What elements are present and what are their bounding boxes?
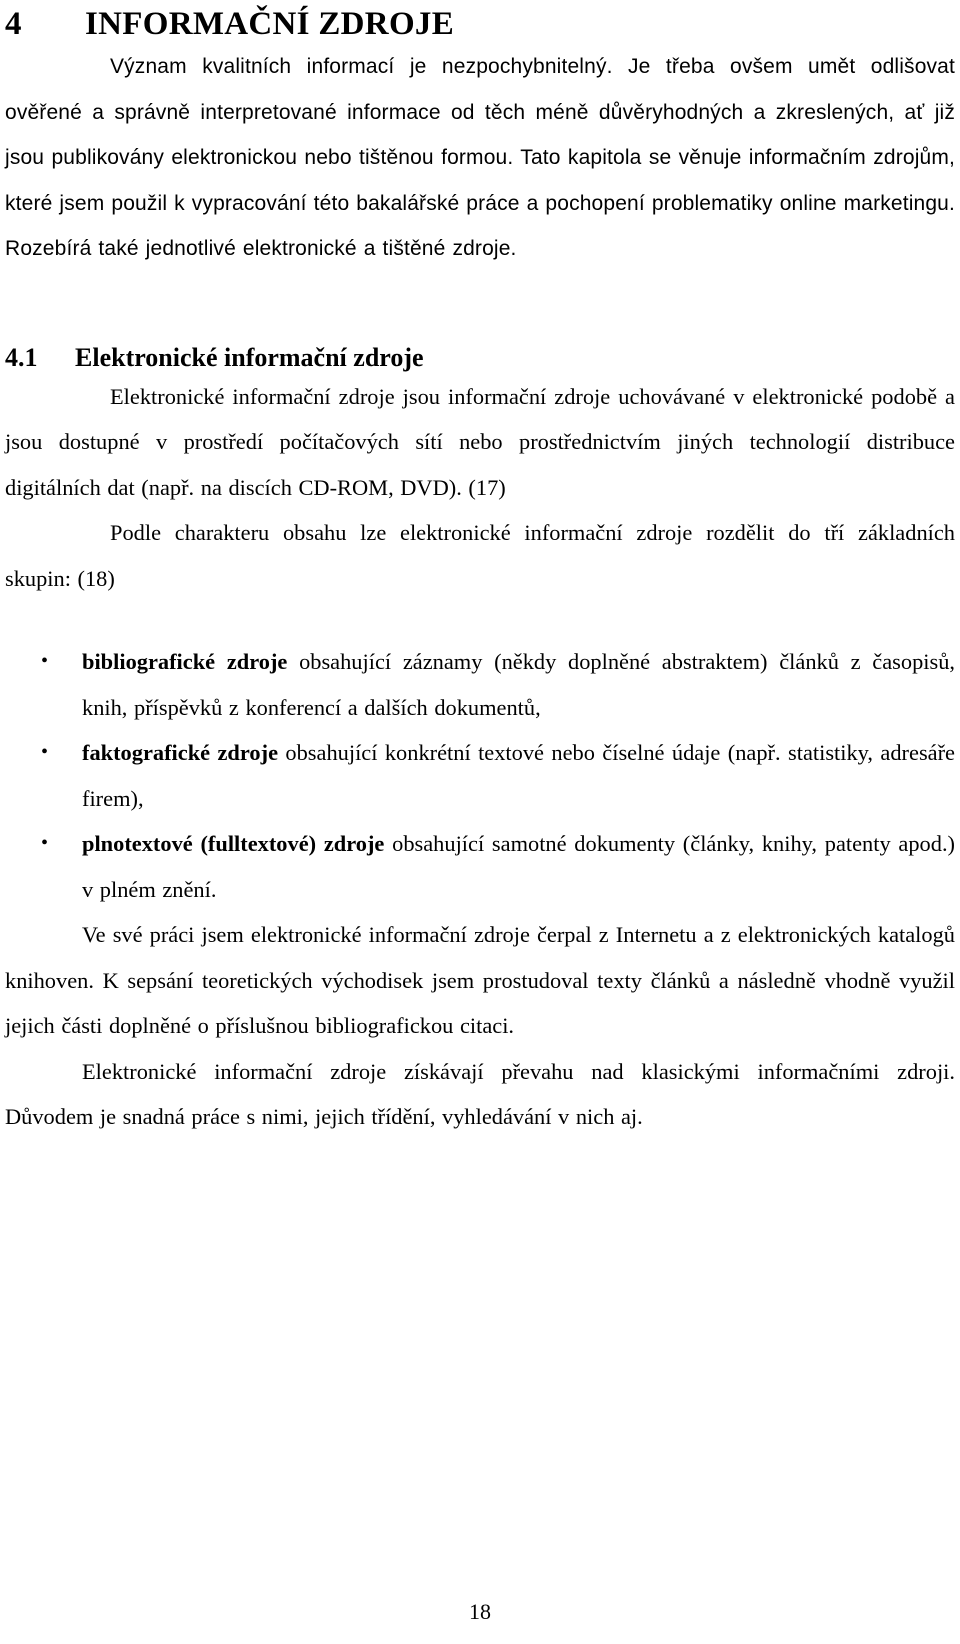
bullet-icon: • bbox=[41, 650, 49, 672]
bullet-icon: • bbox=[41, 832, 49, 854]
chapter-heading bbox=[5, 0, 955, 44]
intro-paragraph: Význam kvalitních informací je nezpochybnitelný. Je třeba ovšem umět odlišovat ověřené a správně interpretované informace od těch méně důvěryhodných a zkreslených, ať již jsou publikovány elektronickou nebo tištěnou formou. Tato kapitola se věnuje informačním zdrojům, které jsem použil k vypracování této bakalářské práce a pochopení problematiky online marketingu. Rozebírá také jednotlivé elektronické a tištěné zdroje. bbox=[5, 55, 955, 260]
list-item bbox=[5, 639, 955, 730]
list-item-text: obsahující konkrétní textové nebo číselné údaje (např. statistiky, adresáře firem), bbox=[82, 740, 955, 811]
chapter-number: 4 bbox=[5, 6, 22, 42]
list-item-text: obsahující samotné dokumenty (články, knihy, patenty apod.) v plném znění. bbox=[82, 831, 955, 902]
source-types-list bbox=[5, 639, 955, 912]
section-number: 4.1 bbox=[5, 342, 38, 372]
definition-paragraph: Elektronické informační zdroje jsou informační zdroje uchovávané v elektronické podobě a jsou dostupné v prostředí počítačových sítí nebo prostřednictvím jiných technologií distribuce digitálních dat (např. na discích CD-ROM, DVD). (17) bbox=[5, 383, 955, 500]
chapter-title: INFORMAČNÍ ZDROJE bbox=[85, 6, 455, 42]
list-item bbox=[5, 730, 955, 821]
bullet-icon: • bbox=[41, 741, 49, 763]
section-heading bbox=[5, 342, 955, 374]
list-item bbox=[5, 821, 955, 912]
list-item-term: plnotextové (fulltextové) zdroje bbox=[82, 831, 385, 856]
advantage-paragraph: Elektronické informační zdroje získávají převahu nad klasickými informačními zdroji. Důvodem je snadná práce s nimi, jejich třídění, vyhledávání v nich aj. bbox=[5, 1058, 955, 1129]
groups-intro-paragraph: Podle charakteru obsahu lze elektronické informační zdroje rozdělit do tří základních skupin: (18) bbox=[5, 520, 955, 591]
usage-paragraph: Ve své práci jsem elektronické informační zdroje čerpal z Internetu a z elektronických katalogů knihoven. K sepsání teoretických východisek jsem prostudoval texty článků a následně vhodně využil jejich části doplněné o příslušnou bibliografickou citaci. bbox=[5, 922, 955, 1038]
document-page bbox=[5, 0, 955, 1140]
list-item-text: obsahující záznamy (někdy doplněné abstraktem) článků z časopisů, knih, příspěvků z konferencí a dalších dokumentů, bbox=[82, 649, 955, 720]
section-title: Elektronické informační zdroje bbox=[75, 342, 424, 372]
page-number: 18 bbox=[469, 1599, 491, 1624]
list-item-term: faktografické zdroje bbox=[82, 740, 279, 765]
list-item-term: bibliografické zdroje bbox=[82, 649, 288, 674]
